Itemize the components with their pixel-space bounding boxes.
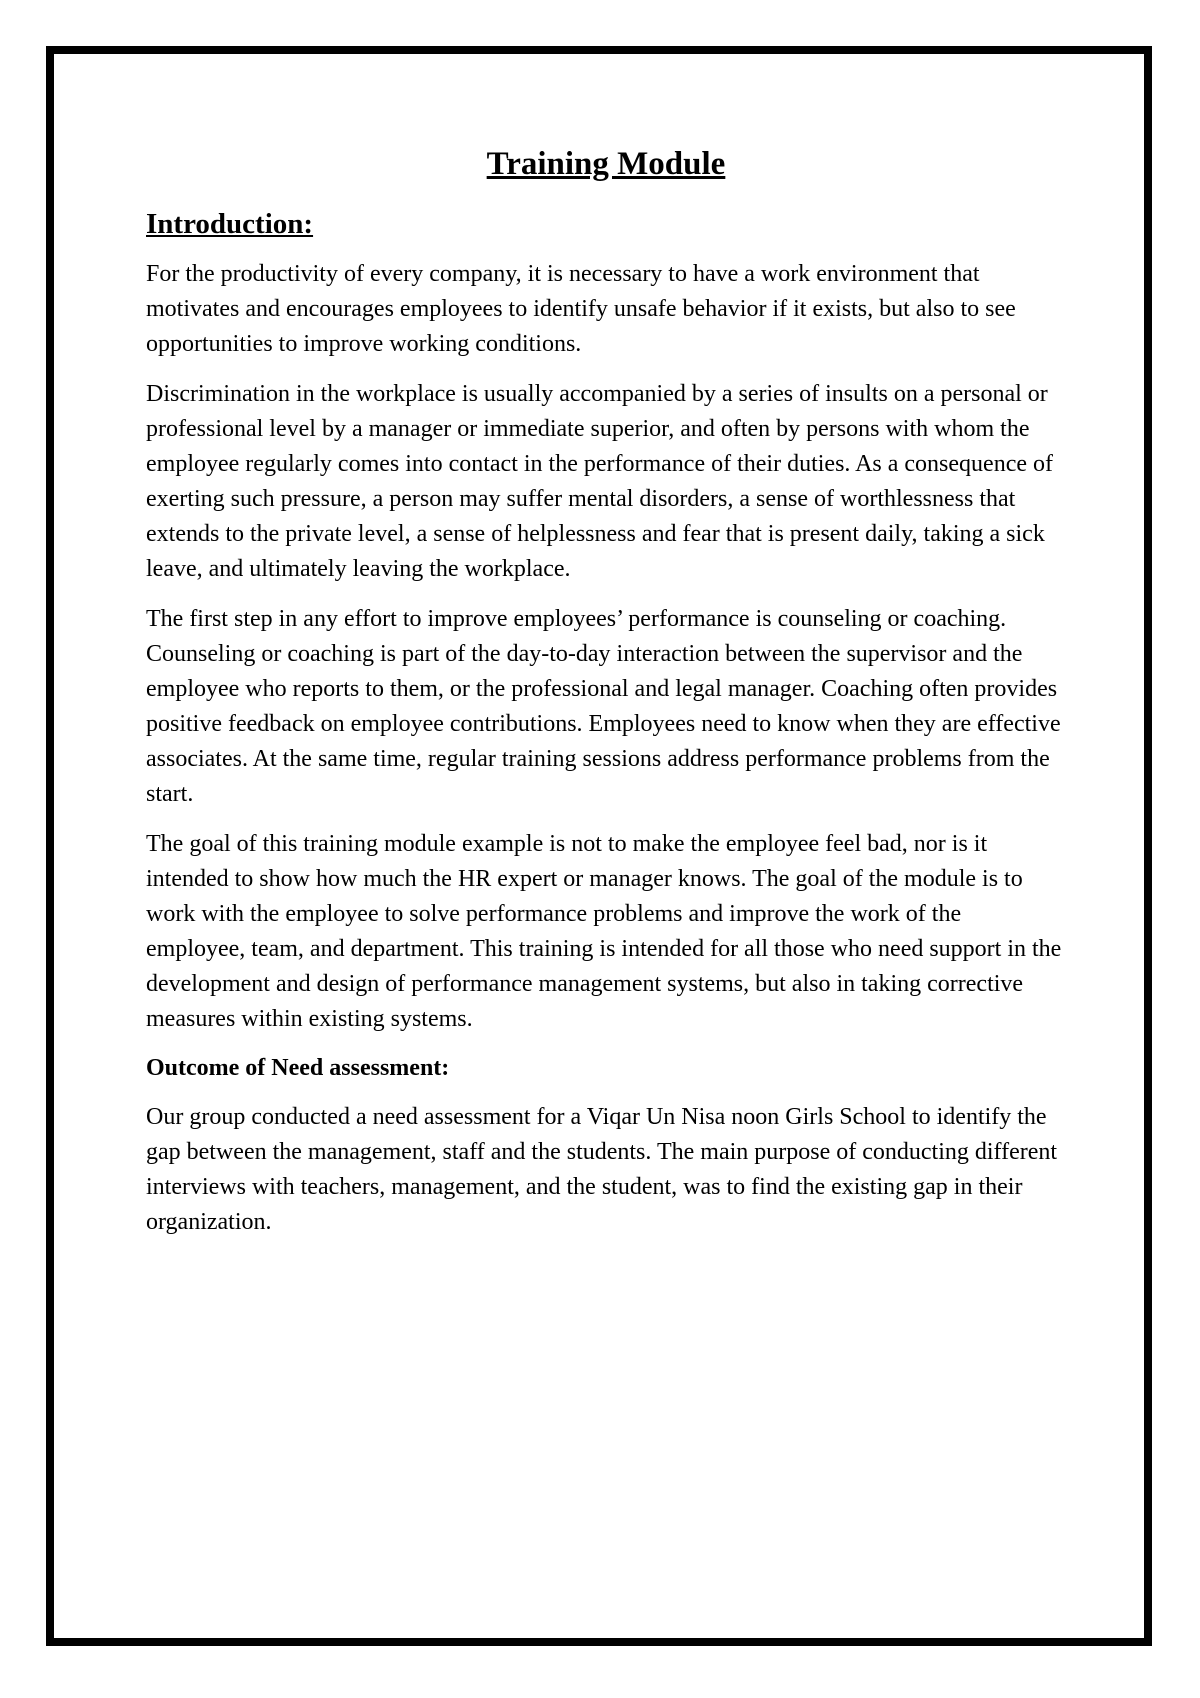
intro-paragraph-1: For the productivity of every company, it is necessary to have a work environment that motivates and encourages employees to identify unsafe behavior if it exists, but also to see opportunities to improve working conditions. xyxy=(146,261,1016,358)
outcome-heading: Outcome of Need assessment: xyxy=(146,1055,450,1082)
introduction-heading: Introduction: xyxy=(146,207,314,240)
document-title: Training Module xyxy=(486,146,726,182)
intro-paragraph-4: The goal of this training module example is not to make the employee feel bad, nor is it intended to show how much the HR expert or manager knows. The goal of the module is to work with the employee to solve performance problems and improve the work of the employee, team, and department. This training is intended for all those who need support in the development and design of performance management systems, but also in taking corrective measures within existing systems. xyxy=(146,831,1062,1033)
document-body xyxy=(146,145,1066,1255)
intro-paragraph-3: The first step in any effort to improve employees’ performance is counseling or coaching. Counseling or coaching is part of the day-to-day interaction between the supervisor and the employee who reports to them, or the professional and legal manager. Coaching often provides positive feedback on employee contributions. Employees need to know when they are effective associates. At the same time, regular training sessions address performance problems from the start. xyxy=(146,606,1061,808)
outcome-paragraph: Our group conducted a need assessment for a Viqar Un Nisa noon Girls School to identify the gap between the management, staff and the students. The main purpose of conducting different interviews with teachers, management, and the student, was to find the existing gap in their organization. xyxy=(146,1103,1058,1235)
intro-paragraph-2: Discrimination in the workplace is usually accompanied by a series of insults on a personal or professional level by a manager or immediate superior, and often by persons with whom the employee regularly comes into contact in the performance of their duties. As a consequence of exerting such pressure, a person may suffer mental disorders, a sense of worthlessness that extends to the private level, a sense of helplessness and fear that is present daily, taking a sick leave, and ultimately leaving the workplace. xyxy=(146,381,1053,583)
